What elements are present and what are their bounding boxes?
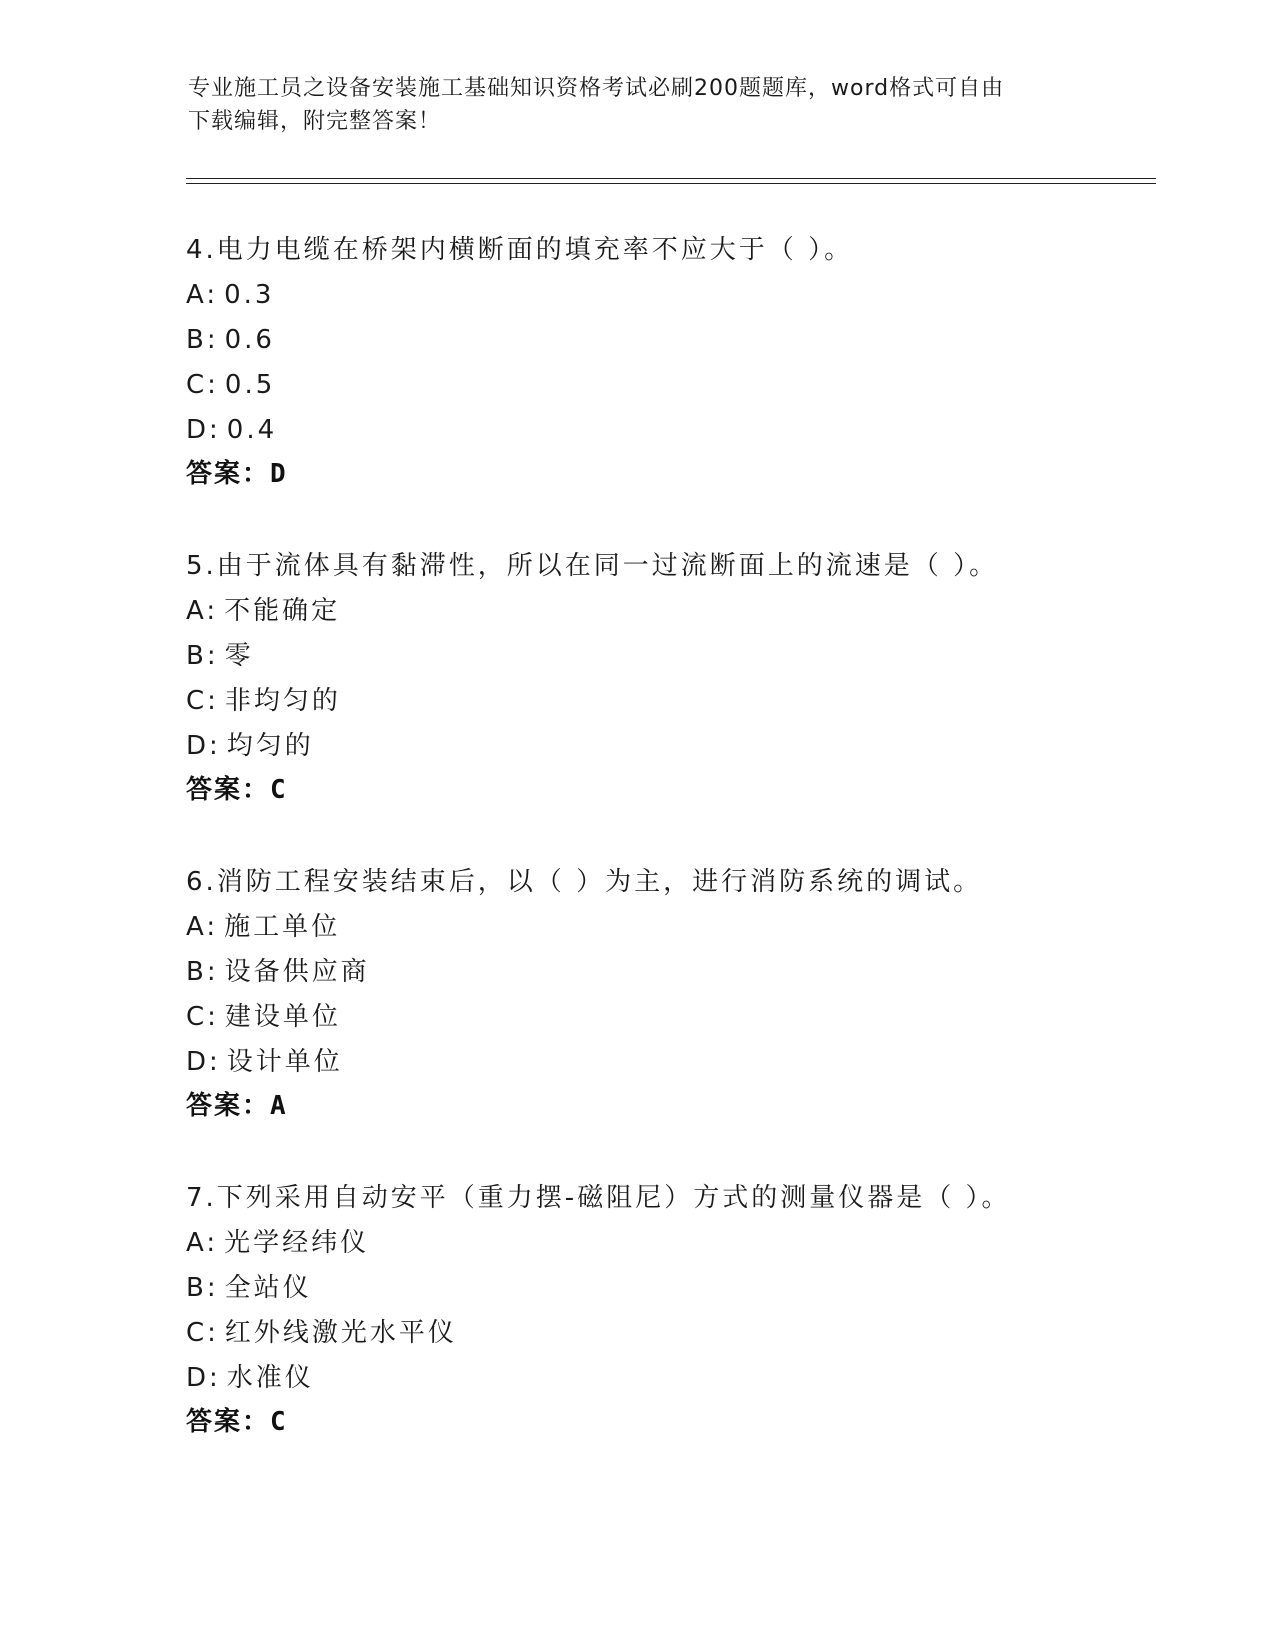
option-b: [186, 956, 1146, 988]
question-6: [186, 866, 1146, 1122]
option-letter: C:: [186, 1002, 219, 1032]
option-text: 0.6: [224, 325, 275, 355]
option-text: 0.4: [226, 415, 278, 445]
answer-label: 答案：: [186, 1091, 271, 1121]
option-d: [186, 730, 1146, 762]
option-text: 0.3: [224, 280, 275, 310]
option-b: [186, 640, 1146, 672]
option-a: [186, 279, 1146, 311]
answer-value: D: [270, 459, 286, 489]
document-header: [188, 72, 1088, 138]
answer-line: [186, 1090, 1146, 1122]
answer-label: 答案：: [186, 775, 271, 805]
option-text: 光学经纬仪: [224, 1228, 370, 1258]
option-b: [186, 1272, 1146, 1304]
option-text: 均匀的: [226, 731, 314, 761]
answer-value: C: [270, 1407, 286, 1437]
option-c: [186, 369, 1146, 401]
option-letter: A:: [186, 596, 219, 626]
option-c: [186, 685, 1146, 717]
option-letter: D:: [186, 731, 221, 761]
option-letter: B:: [186, 641, 219, 671]
option-text: 设计单位: [226, 1047, 343, 1077]
option-text: 0.5: [224, 370, 276, 400]
option-text: 建设单位: [224, 1002, 341, 1032]
option-letter: A:: [186, 280, 219, 310]
option-text: 红外线激光水平仪: [224, 1318, 457, 1348]
option-letter: D:: [186, 1047, 221, 1077]
option-a: [186, 595, 1146, 627]
answer-line: [186, 774, 1146, 806]
option-letter: D:: [186, 415, 221, 445]
option-text: 不能确定: [224, 596, 341, 626]
option-c: [186, 1001, 1146, 1033]
option-letter: B:: [186, 325, 219, 355]
option-letter: C:: [186, 370, 219, 400]
header-line-2: 下载编辑，附完整答案！: [188, 109, 442, 134]
option-letter: D:: [186, 1363, 221, 1393]
question-5: [186, 550, 1146, 806]
question-stem: 5.由于流体具有黏滞性，所以在同一过流断面上的流速是（ ）。: [186, 551, 999, 581]
option-letter: C:: [186, 686, 219, 716]
question-stem: 7.下列采用自动安平（重力摆-磁阻尼）方式的测量仪器是（ ）。: [186, 1183, 1011, 1213]
answer-label: 答案：: [186, 1407, 271, 1437]
question-stem: 4.电力电缆在桥架内横断面的填充率不应大于（ ）。: [186, 235, 854, 265]
option-a: [186, 1227, 1146, 1259]
option-letter: B:: [186, 957, 219, 987]
answer-line: [186, 458, 1146, 490]
option-d: [186, 1362, 1146, 1394]
option-letter: B:: [186, 1273, 219, 1303]
question-4: [186, 234, 1146, 490]
option-c: [186, 1317, 1146, 1349]
question-7: [186, 1182, 1146, 1438]
header-divider-top: [186, 178, 1156, 179]
header-line-1: 专业施工员之设备安装施工基础知识资格考试必刷200题题库，word格式可自由: [188, 76, 1005, 101]
option-letter: A:: [186, 912, 219, 942]
option-text: 设备供应商: [224, 957, 370, 987]
option-text: 全站仪: [224, 1273, 312, 1303]
answer-line: [186, 1406, 1146, 1438]
option-letter: A:: [186, 1228, 219, 1258]
answer-value: A: [270, 1091, 286, 1121]
option-text: 零: [224, 641, 254, 671]
option-d: [186, 414, 1146, 446]
question-stem: 6.消防工程安装结束后，以（ ）为主，进行消防系统的调试。: [186, 867, 983, 897]
option-text: 水准仪: [226, 1363, 314, 1393]
answer-label: 答案：: [186, 459, 271, 489]
option-b: [186, 324, 1146, 356]
option-text: 施工单位: [224, 912, 341, 942]
option-letter: C:: [186, 1318, 219, 1348]
header-divider-bottom: [186, 183, 1156, 184]
option-d: [186, 1046, 1146, 1078]
answer-value: C: [270, 775, 286, 805]
option-text: 非均匀的: [224, 686, 341, 716]
option-a: [186, 911, 1146, 943]
